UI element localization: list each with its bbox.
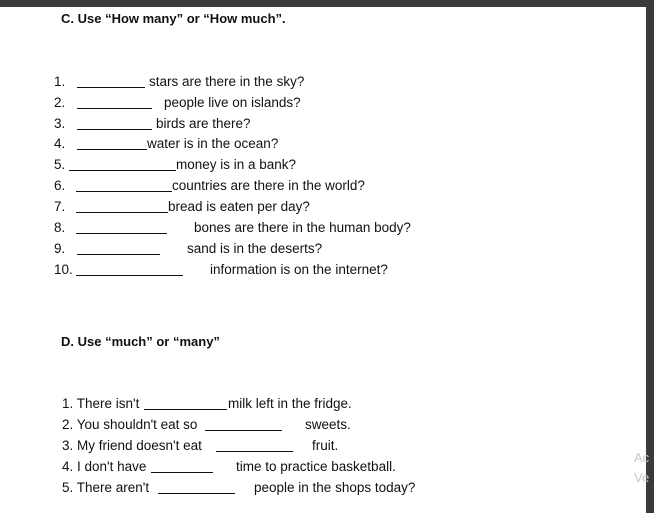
item-number: 4.	[54, 136, 66, 151]
answer-blank	[144, 409, 227, 410]
item-text-before: 4. I don't have	[62, 459, 147, 474]
item-text: birds are there?	[156, 116, 251, 131]
item-text-after: fruit.	[312, 438, 339, 453]
item-text: bread is eaten per day?	[168, 199, 310, 214]
answer-blank	[205, 430, 282, 431]
section-c-heading: C. Use “How many” or “How much”.	[61, 11, 286, 26]
item-text-after: sweets.	[305, 417, 351, 432]
item-text-after: people in the shops today?	[254, 480, 416, 495]
item-number: 9.	[54, 241, 66, 256]
item-text-after: milk left in the fridge.	[228, 396, 352, 411]
answer-blank	[76, 233, 167, 234]
answer-blank	[77, 87, 145, 88]
item-text: sand is in the deserts?	[187, 241, 323, 256]
item-text-after: time to practice basketball.	[236, 459, 396, 474]
activation-watermark-line2: Ve	[634, 470, 650, 485]
window-top-bar	[0, 0, 654, 7]
item-text: countries are there in the world?	[172, 178, 365, 193]
item-number: 5.	[54, 157, 66, 172]
answer-blank	[76, 212, 168, 213]
answer-blank	[77, 129, 152, 130]
item-text-before: 3. My friend doesn't eat	[62, 438, 202, 453]
item-text-before: 2. You shouldn't eat so	[62, 417, 198, 432]
item-text: bones are there in the human body?	[194, 220, 411, 235]
item-text: stars are there in the sky?	[149, 74, 305, 89]
item-text: water is in the ocean?	[147, 136, 279, 151]
item-number: 2.	[54, 95, 66, 110]
answer-blank	[77, 254, 160, 255]
answer-blank	[76, 275, 183, 276]
item-text: money is in a bank?	[176, 157, 297, 172]
answer-blank	[158, 493, 235, 494]
item-number: 7.	[54, 199, 66, 214]
answer-blank	[151, 472, 213, 473]
section-d-heading: D. Use “much” or “many”	[61, 334, 220, 349]
window-right-bar	[646, 0, 654, 513]
answer-blank	[77, 108, 152, 109]
item-text: people live on islands?	[164, 95, 301, 110]
item-number: 8.	[54, 220, 66, 235]
item-text-before: 1. There isn't	[62, 396, 140, 411]
item-number: 10.	[54, 262, 73, 277]
activation-watermark-line1: Ac	[634, 450, 650, 465]
item-number: 1.	[54, 74, 66, 89]
item-text-before: 5. There aren't	[62, 480, 150, 495]
answer-blank	[216, 451, 293, 452]
answer-blank	[76, 191, 172, 192]
answer-blank	[77, 149, 147, 150]
worksheet-page	[0, 7, 650, 513]
item-number: 3.	[54, 116, 66, 131]
item-number: 6.	[54, 178, 66, 193]
item-text: information is on the internet?	[210, 262, 388, 277]
answer-blank	[69, 170, 176, 171]
